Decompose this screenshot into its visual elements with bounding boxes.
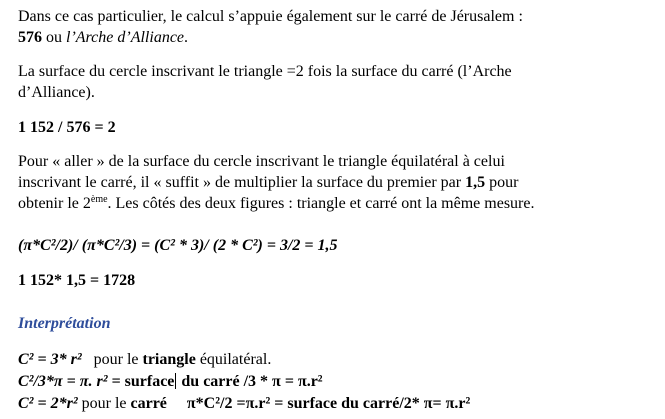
heading-text: Interprétation xyxy=(18,315,111,332)
factor-value: 1,5 xyxy=(465,174,486,191)
formula-end: π*C²/2 =π.r² = surface du carré/2* π= π.r² xyxy=(166,395,471,412)
formula-line-1 xyxy=(18,350,271,369)
equation-3 xyxy=(18,271,135,290)
equation-1 xyxy=(18,118,116,137)
equation-text: 1 152* 1,5 = 1728 xyxy=(18,272,136,289)
text: équilatéral. xyxy=(195,351,272,368)
text: La surface du cercle inscrivant le triangle =2 fois la surface du carré (l’Arche xyxy=(18,63,512,80)
text: obtenir le 2 xyxy=(18,195,91,212)
text: d’Alliance). xyxy=(18,84,95,101)
section-heading xyxy=(18,314,110,333)
text: Pour « aller » de la surface du cercle inscrivant le triangle équilatéral à celui xyxy=(18,153,505,170)
text-bold: triangle xyxy=(142,351,196,368)
formula: C²/3*π = π. r² = xyxy=(18,373,125,390)
superscript: ème xyxy=(90,194,108,205)
text: pour le xyxy=(77,395,131,412)
paragraph-2-line-2 xyxy=(18,83,95,102)
text: inscrivant le carré, il « suffit » de multiplier la surface du premier par xyxy=(18,174,466,191)
text: ou xyxy=(42,29,66,46)
paragraph-1-line-2 xyxy=(18,28,188,47)
text: . Les côtés des deux figures : triangle et carré ont la même mesure. xyxy=(107,195,535,212)
text: pour le xyxy=(81,351,143,368)
equation-text: (π*C²/2)/ (π*C²/3) = (C² * 3)/ (2 * C²) = 3/2 = 1,5 xyxy=(18,237,338,254)
formula-line-2 xyxy=(18,372,323,391)
text: Dans ce cas particulier, le calcul s’appuie également sur le carré de Jérusalem : xyxy=(18,8,523,25)
equation-text: 1 152 / 576 = 2 xyxy=(18,119,116,136)
formula-end: du carré /3 * π = π.r² xyxy=(177,373,323,390)
text: pour xyxy=(485,174,519,191)
paragraph-2-line-1 xyxy=(18,62,512,81)
paragraph-3-line-3 xyxy=(18,194,534,213)
text: . xyxy=(184,29,189,46)
text-bold: surface xyxy=(124,373,175,390)
formula-line-3 xyxy=(18,394,470,413)
number-576: 576 xyxy=(18,29,42,46)
arche-alliance-text: l’Arche d’Alliance xyxy=(66,29,185,46)
text-bold: carré xyxy=(130,395,167,412)
paragraph-1-line-1 xyxy=(18,7,523,26)
paragraph-3-line-2 xyxy=(18,173,518,192)
formula: C² = 3* r² xyxy=(18,351,82,368)
equation-2 xyxy=(18,236,338,255)
paragraph-3-line-1 xyxy=(18,152,505,171)
formula: C² = 2*r² xyxy=(18,395,78,412)
